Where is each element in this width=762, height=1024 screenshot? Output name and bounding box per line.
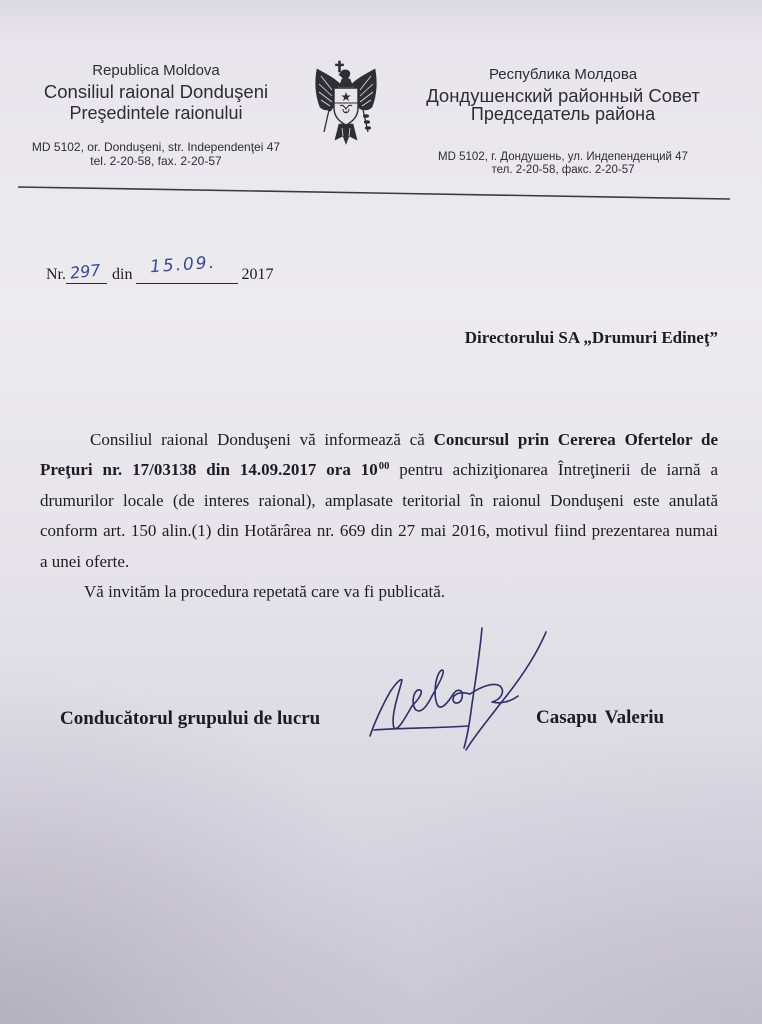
emblem-tail: [335, 124, 357, 144]
header-country-ro: Republica Moldova: [92, 62, 220, 79]
din-label: din: [112, 266, 133, 283]
tender-title-part-2: Preţuri nr. 17/03138 din 14.09.2017 ora 10: [40, 460, 378, 480]
invitation-text: Vă invităm la procedura repetată care va fi publicată.: [84, 582, 446, 602]
tender-time-superscript: 00: [378, 461, 390, 473]
header-office-ro: Preşedintele raionului: [69, 103, 243, 123]
header-council-ro: Consiliul raional Donduşeni: [43, 81, 269, 102]
body-line-3: drumurilor locale (de interes raional), amplasate teritorial în raionul Donduşeni este anulată: [40, 490, 718, 510]
signature-stroke: [432, 670, 452, 707]
date-blank: [136, 252, 238, 284]
emblem-scepter: [324, 110, 329, 132]
signature-mark: [360, 620, 560, 760]
body-line-5: a unei oferte.: [40, 551, 130, 571]
reference-line: [46, 252, 274, 287]
body-line-2: [40, 455, 718, 485]
number-blank: [66, 260, 107, 284]
handwritten-date: 15.09.: [149, 252, 218, 278]
addressee: Directorului SA „Drumuri Edineţ”: [464, 328, 718, 347]
letter-body: [40, 425, 718, 607]
header-council-ru: Дондушенский районный Совет: [426, 85, 700, 106]
header-address-ru: MD 5102, г. Дондушень, ул. Индепенденций 47: [438, 151, 688, 163]
reference-year: 2017: [241, 266, 274, 283]
header-country-ru: Республика Молдова: [488, 66, 638, 83]
coat-of-arms-icon: [312, 60, 380, 150]
signature-underline: [374, 726, 468, 730]
header-contacts-ro: tel. 2-20-58, fax. 2-20-57: [90, 154, 222, 168]
signer-role: Conducătorul grupului de lucru: [60, 708, 321, 729]
signature-stroke: [466, 632, 546, 750]
signature-stroke: [370, 680, 412, 736]
body-line-1: [40, 425, 718, 455]
header-contacts-ru: тел. 2-20-58, факс. 2-20-57: [491, 164, 635, 176]
tender-purpose: pentru achiziţionarea Întreţinerii de iarnă a: [399, 460, 718, 480]
body-line-4: conform art. 150 alin.(1) din Hotărârea nr. 669 din 27 mai 2016, motivul fiind prezentarea numai: [40, 521, 718, 541]
header-address-ro: MD 5102, or. Donduşeni, str. Independenţei 47: [31, 140, 281, 154]
tender-title-part-1: Concursul prin Cererea Ofertelor de: [433, 430, 719, 449]
signer-name: Casapu Valeriu: [536, 707, 665, 728]
header-divider: [0, 180, 762, 206]
emblem-cross: [339, 61, 341, 72]
signature-stroke: [452, 690, 470, 703]
handwritten-number: 297: [69, 260, 102, 283]
header-office-ru: Председатель района: [470, 104, 656, 124]
body-intro: Consiliul raional Donduşeni vă informează că: [90, 430, 425, 449]
signature-stroke: [470, 684, 518, 702]
nr-label: Nr.: [46, 266, 66, 283]
signature-stroke: [412, 690, 432, 711]
